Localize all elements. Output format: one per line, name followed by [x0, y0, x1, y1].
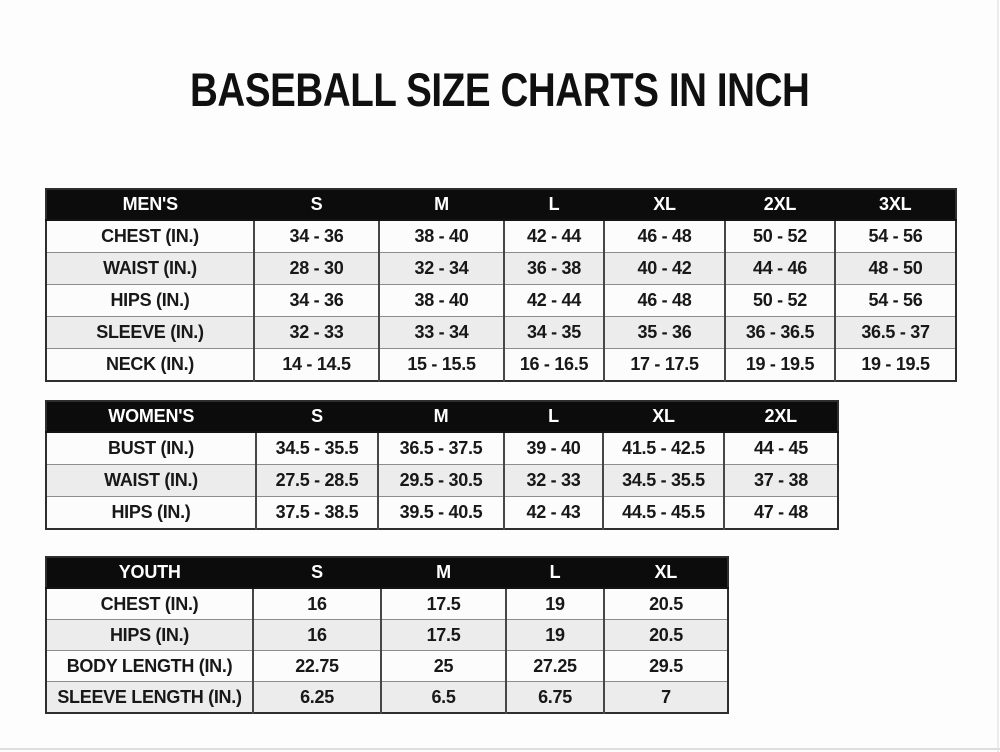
size-value: 29.5: [604, 651, 728, 682]
womens-size-column-header: S: [256, 401, 378, 432]
row-label: CHEST (IN.): [46, 220, 254, 253]
mens-size-column-header: 3XL: [835, 189, 956, 220]
size-value: 41.5 - 42.5: [603, 432, 724, 465]
size-value: 32 - 33: [254, 317, 379, 349]
womens-table-body: [46, 432, 838, 529]
size-value: 33 - 34: [379, 317, 504, 349]
youth-measurement-row: [46, 682, 728, 714]
size-value: 17.5: [381, 588, 506, 620]
mens-measurement-row: [46, 285, 956, 317]
size-value: 6.5: [381, 682, 506, 714]
mens-measurement-row: [46, 317, 956, 349]
youth-measurement-row: [46, 651, 728, 682]
youth-size-column-header: XL: [604, 557, 728, 588]
size-value: 35 - 36: [604, 317, 725, 349]
size-value: 17.5: [381, 620, 506, 651]
size-value: 37.5 - 38.5: [256, 497, 378, 530]
mens-size-column-header: S: [254, 189, 379, 220]
mens-table-body: [46, 220, 956, 381]
size-value: 16: [253, 588, 381, 620]
row-label: HIPS (IN.): [46, 620, 253, 651]
size-value: 40 - 42: [604, 253, 725, 285]
mens-measurement-row: [46, 220, 956, 253]
youth-measurement-row: [46, 620, 728, 651]
size-value: 36 - 36.5: [725, 317, 835, 349]
youth-size-table: [45, 556, 729, 714]
size-value: 44 - 46: [725, 253, 835, 285]
size-value: 22.75: [253, 651, 381, 682]
scan-artifact-bottom-edge: [0, 748, 1000, 750]
size-value: 39 - 40: [504, 432, 603, 465]
size-value: 16 - 16.5: [504, 349, 604, 382]
mens-size-column-header: L: [504, 189, 604, 220]
size-value: 42 - 43: [504, 497, 603, 530]
size-value: 36.5 - 37: [835, 317, 956, 349]
mens-size-column-header: 2XL: [725, 189, 835, 220]
womens-group-header: WOMEN'S: [46, 401, 256, 432]
size-value: 20.5: [604, 620, 728, 651]
womens-size-table: [45, 400, 839, 530]
size-value: 34 - 36: [254, 220, 379, 253]
womens-size-column-header: M: [378, 401, 504, 432]
size-value: 20.5: [604, 588, 728, 620]
row-label: HIPS (IN.): [46, 497, 256, 530]
youth-table-body: [46, 588, 728, 713]
size-value: 50 - 52: [725, 220, 835, 253]
size-value: 19: [506, 588, 604, 620]
row-label: SLEEVE (IN.): [46, 317, 254, 349]
page-title-text: BASEBALL SIZE CHARTS IN INCH: [190, 63, 810, 116]
mens-header-row: [46, 189, 956, 220]
size-value: 6.75: [506, 682, 604, 714]
youth-table-head: [46, 557, 728, 588]
size-value: 38 - 40: [379, 220, 504, 253]
size-value: 42 - 44: [504, 220, 604, 253]
mens-table-head: [46, 189, 956, 220]
size-value: 54 - 56: [835, 285, 956, 317]
size-value: 7: [604, 682, 728, 714]
size-value: 36.5 - 37.5: [378, 432, 504, 465]
row-label: WAIST (IN.): [46, 253, 254, 285]
youth-size-column-header: S: [253, 557, 381, 588]
mens-group-header: MEN'S: [46, 189, 254, 220]
size-value: 47 - 48: [724, 497, 838, 530]
size-value: 34.5 - 35.5: [603, 465, 724, 497]
womens-size-column-header: L: [504, 401, 603, 432]
mens-size-table: [45, 188, 957, 382]
womens-measurement-row: [46, 497, 838, 530]
size-value: 34 - 36: [254, 285, 379, 317]
mens-measurement-row: [46, 349, 956, 382]
size-value: 42 - 44: [504, 285, 604, 317]
womens-measurement-row: [46, 432, 838, 465]
row-label: HIPS (IN.): [46, 285, 254, 317]
womens-size-column-header: 2XL: [724, 401, 838, 432]
row-label: SLEEVE LENGTH (IN.): [46, 682, 253, 714]
row-label: BODY LENGTH (IN.): [46, 651, 253, 682]
youth-size-column-header: M: [381, 557, 506, 588]
size-value: 16: [253, 620, 381, 651]
size-value: 37 - 38: [724, 465, 838, 497]
size-value: 27.25: [506, 651, 604, 682]
womens-size-column-header: XL: [603, 401, 724, 432]
size-value: 19 - 19.5: [835, 349, 956, 382]
scan-artifact-right-edge: [997, 0, 999, 752]
size-value: 39.5 - 40.5: [378, 497, 504, 530]
size-value: 46 - 48: [604, 220, 725, 253]
youth-measurement-row: [46, 588, 728, 620]
size-value: 6.25: [253, 682, 381, 714]
size-value: 19: [506, 620, 604, 651]
youth-group-header: YOUTH: [46, 557, 253, 588]
womens-measurement-row: [46, 465, 838, 497]
size-value: 19 - 19.5: [725, 349, 835, 382]
size-value: 44.5 - 45.5: [603, 497, 724, 530]
size-value: 38 - 40: [379, 285, 504, 317]
size-value: 36 - 38: [504, 253, 604, 285]
mens-size-column-header: M: [379, 189, 504, 220]
size-value: 25: [381, 651, 506, 682]
size-value: 46 - 48: [604, 285, 725, 317]
page-title: [0, 63, 1000, 116]
mens-size-column-header: XL: [604, 189, 725, 220]
row-label: BUST (IN.): [46, 432, 256, 465]
size-value: 34.5 - 35.5: [256, 432, 378, 465]
size-value: 17 - 17.5: [604, 349, 725, 382]
size-value: 34 - 35: [504, 317, 604, 349]
size-value: 32 - 33: [504, 465, 603, 497]
mens-measurement-row: [46, 253, 956, 285]
size-value: 48 - 50: [835, 253, 956, 285]
size-value: 14 - 14.5: [254, 349, 379, 382]
womens-table-head: [46, 401, 838, 432]
youth-header-row: [46, 557, 728, 588]
size-value: 50 - 52: [725, 285, 835, 317]
size-value: 29.5 - 30.5: [378, 465, 504, 497]
size-value: 27.5 - 28.5: [256, 465, 378, 497]
womens-header-row: [46, 401, 838, 432]
size-value: 32 - 34: [379, 253, 504, 285]
youth-size-column-header: L: [506, 557, 604, 588]
size-value: 28 - 30: [254, 253, 379, 285]
row-label: NECK (IN.): [46, 349, 254, 382]
size-value: 54 - 56: [835, 220, 956, 253]
size-value: 15 - 15.5: [379, 349, 504, 382]
size-value: 44 - 45: [724, 432, 838, 465]
row-label: WAIST (IN.): [46, 465, 256, 497]
row-label: CHEST (IN.): [46, 588, 253, 620]
